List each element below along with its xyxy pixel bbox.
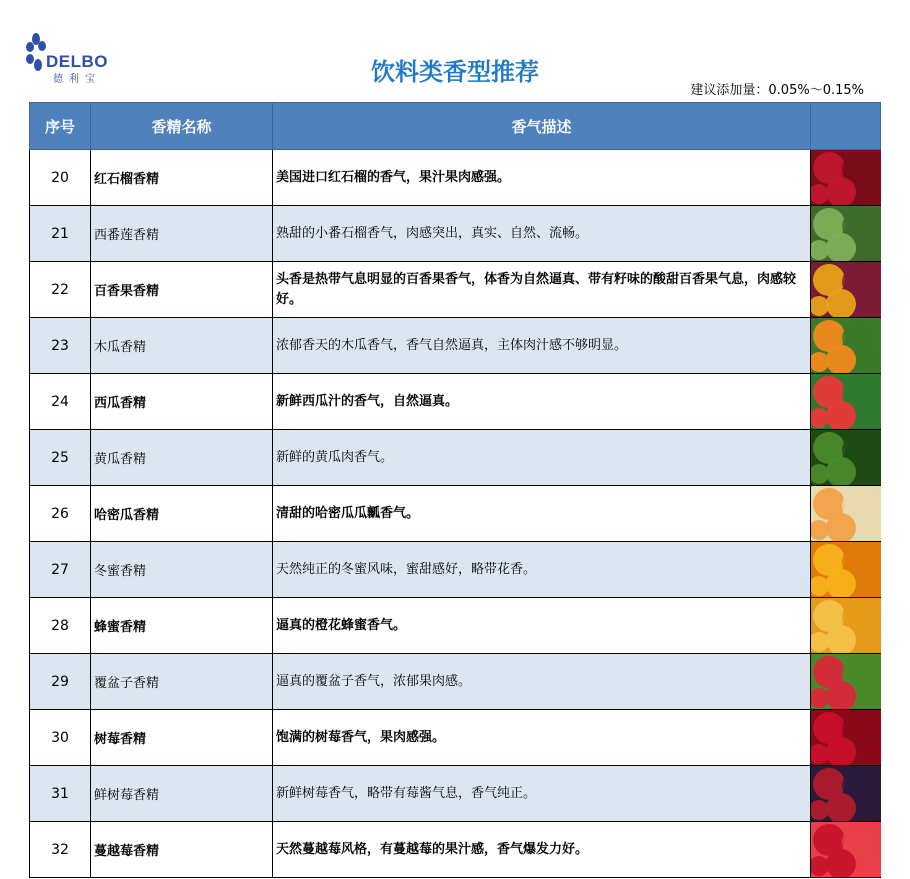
flavor-description: 饱满的树莓香气，果肉感强。 bbox=[273, 710, 811, 766]
row-number: 20 bbox=[30, 150, 91, 206]
brand-name-cn: 德利宝 bbox=[53, 74, 101, 85]
table-row bbox=[30, 430, 881, 486]
flavor-description: 清甜的哈密瓜瓜瓤香气。 bbox=[273, 486, 811, 542]
row-number: 23 bbox=[30, 318, 91, 374]
flavor-name: 冬蜜香精 bbox=[91, 542, 273, 598]
table-row bbox=[30, 598, 881, 654]
honeycomb-image bbox=[811, 598, 881, 653]
table-row bbox=[30, 318, 881, 374]
flavor-name: 西瓜香精 bbox=[91, 374, 273, 430]
page-title: 饮料类香型推荐 bbox=[371, 58, 539, 86]
table-row bbox=[30, 654, 881, 710]
header-desc: 香气描述 bbox=[273, 103, 811, 150]
header-no: 序号 bbox=[30, 103, 91, 150]
fruit-image-cell bbox=[811, 430, 881, 486]
fruit-image-cell bbox=[811, 542, 881, 598]
flavor-table bbox=[29, 102, 881, 878]
mixed-berries-image bbox=[811, 766, 881, 821]
flavor-name: 哈密瓜香精 bbox=[91, 486, 273, 542]
fruit-image-cell bbox=[811, 318, 881, 374]
flavor-description: 新鲜西瓜汁的香气，自然逼真。 bbox=[273, 374, 811, 430]
fruit-image-cell bbox=[811, 822, 881, 878]
fruit-image-cell bbox=[811, 206, 881, 262]
flavor-name: 覆盆子香精 bbox=[91, 654, 273, 710]
honey-image bbox=[811, 542, 881, 597]
header-image bbox=[811, 103, 881, 150]
flavor-description: 天然蔓越莓风格，有蔓越莓的果汁感，香气爆发力好。 bbox=[273, 822, 811, 878]
flavor-description: 浓郁香天的木瓜香气，香气自然逼真，主体肉汁感不够明显。 bbox=[273, 318, 811, 374]
flavor-description: 头香是热带气息明显的百香果香气，体香为自然逼真、带有籽味的酸甜百香果气息，肉感较好。 bbox=[273, 262, 811, 318]
fruit-image-cell bbox=[811, 766, 881, 822]
row-number: 28 bbox=[30, 598, 91, 654]
row-number: 30 bbox=[30, 710, 91, 766]
flavor-name: 百香果香精 bbox=[91, 262, 273, 318]
row-number: 29 bbox=[30, 654, 91, 710]
row-number: 24 bbox=[30, 374, 91, 430]
watermelon-image bbox=[811, 374, 881, 429]
row-number: 26 bbox=[30, 486, 91, 542]
bramble-image bbox=[811, 710, 881, 765]
row-number: 22 bbox=[30, 262, 91, 318]
flavor-description: 新鲜树莓香气，略带有莓酱气息，香气纯正。 bbox=[273, 766, 811, 822]
guava-image bbox=[811, 206, 881, 261]
flavor-description: 熟甜的小番石榴香气，肉感突出，真实、自然、流畅。 bbox=[273, 206, 811, 262]
pomegranate-image bbox=[811, 150, 881, 205]
flavor-name: 木瓜香精 bbox=[91, 318, 273, 374]
flavor-name: 蜂蜜香精 bbox=[91, 598, 273, 654]
table-row bbox=[30, 374, 881, 430]
flavor-name: 黄瓜香精 bbox=[91, 430, 273, 486]
papaya-image bbox=[811, 318, 881, 373]
brand-name: DELBO bbox=[46, 52, 108, 71]
table-row bbox=[30, 150, 881, 206]
table-row bbox=[30, 486, 881, 542]
passion-fruit-image bbox=[811, 262, 881, 317]
flavor-description: 新鲜的黄瓜肉香气。 bbox=[273, 430, 811, 486]
dosage-note: 建议添加量：0.05%～0.15% bbox=[690, 83, 864, 98]
cantaloupe-image bbox=[811, 486, 881, 541]
flavor-description: 逼真的橙花蜂蜜香气。 bbox=[273, 598, 811, 654]
header-name: 香精名称 bbox=[91, 103, 273, 150]
fruit-image-cell bbox=[811, 654, 881, 710]
row-number: 27 bbox=[30, 542, 91, 598]
cranberry-image bbox=[811, 822, 881, 877]
flavor-name: 树莓香精 bbox=[91, 710, 273, 766]
table-row bbox=[30, 766, 881, 822]
fruit-image-cell bbox=[811, 598, 881, 654]
flavor-description: 逼真的覆盆子香气，浓郁果肉感。 bbox=[273, 654, 811, 710]
flavor-description: 美国进口红石榴的香气，果汁果肉感强。 bbox=[273, 150, 811, 206]
fruit-image-cell bbox=[811, 486, 881, 542]
table-row bbox=[30, 542, 881, 598]
fruit-image-cell bbox=[811, 150, 881, 206]
table-row bbox=[30, 262, 881, 318]
flavor-name: 红石榴香精 bbox=[91, 150, 273, 206]
fruit-image-cell bbox=[811, 262, 881, 318]
flavor-description: 天然纯正的冬蜜风味，蜜甜感好，略带花香。 bbox=[273, 542, 811, 598]
fruit-image-cell bbox=[811, 374, 881, 430]
flavor-name: 鲜树莓香精 bbox=[91, 766, 273, 822]
row-number: 25 bbox=[30, 430, 91, 486]
cucumber-image bbox=[811, 430, 881, 485]
flavor-name: 西番莲香精 bbox=[91, 206, 273, 262]
row-number: 31 bbox=[30, 766, 91, 822]
row-number: 21 bbox=[30, 206, 91, 262]
table-row bbox=[30, 822, 881, 878]
table-row bbox=[30, 206, 881, 262]
flavor-name: 蔓越莓香精 bbox=[91, 822, 273, 878]
raspberry-image bbox=[811, 654, 881, 709]
row-number: 32 bbox=[30, 822, 91, 878]
table-header-row bbox=[30, 103, 881, 150]
fruit-image-cell bbox=[811, 710, 881, 766]
table-row bbox=[30, 710, 881, 766]
